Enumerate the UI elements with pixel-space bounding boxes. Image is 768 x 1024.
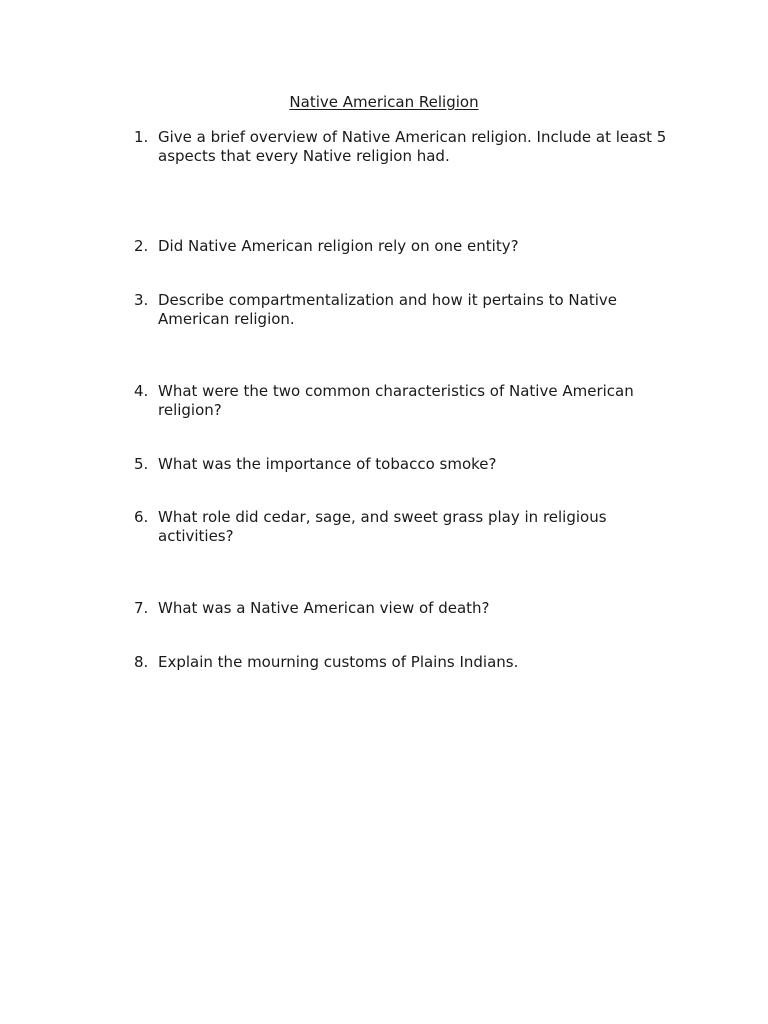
- question-number: 4.: [134, 382, 149, 400]
- question-text: Describe compartmentalization and how it pertains to Native American religion.: [158, 291, 617, 328]
- question-number: 8.: [134, 653, 149, 671]
- question-number: 3.: [134, 291, 149, 309]
- question-item: [134, 291, 674, 329]
- question-number: 1.: [134, 128, 149, 146]
- question-item: [134, 237, 674, 256]
- question-text: What role did cedar, sage, and sweet grass play in religious activities?: [158, 508, 607, 545]
- question-text: Did Native American religion rely on one entity?: [158, 237, 519, 255]
- question-number: 6.: [134, 508, 149, 526]
- question-item: [134, 455, 674, 474]
- question-text: What was the importance of tobacco smoke?: [158, 455, 497, 473]
- question-item: [134, 653, 674, 672]
- question-item: [134, 508, 674, 546]
- question-number: 2.: [134, 237, 149, 255]
- question-text: What was a Native American view of death?: [158, 599, 490, 617]
- question-text: What were the two common characteristics of Native American religion?: [158, 382, 634, 419]
- document-title: Native American Religion: [289, 93, 479, 111]
- question-text: Explain the mourning customs of Plains Indians.: [158, 653, 519, 671]
- question-item: [134, 599, 674, 618]
- question-number: 5.: [134, 455, 149, 473]
- question-item: [134, 382, 674, 420]
- question-item: [134, 128, 674, 166]
- question-text: Give a brief overview of Native American religion. Include at least 5 aspects that every Native religion had.: [158, 128, 667, 165]
- question-number: 7.: [134, 599, 149, 617]
